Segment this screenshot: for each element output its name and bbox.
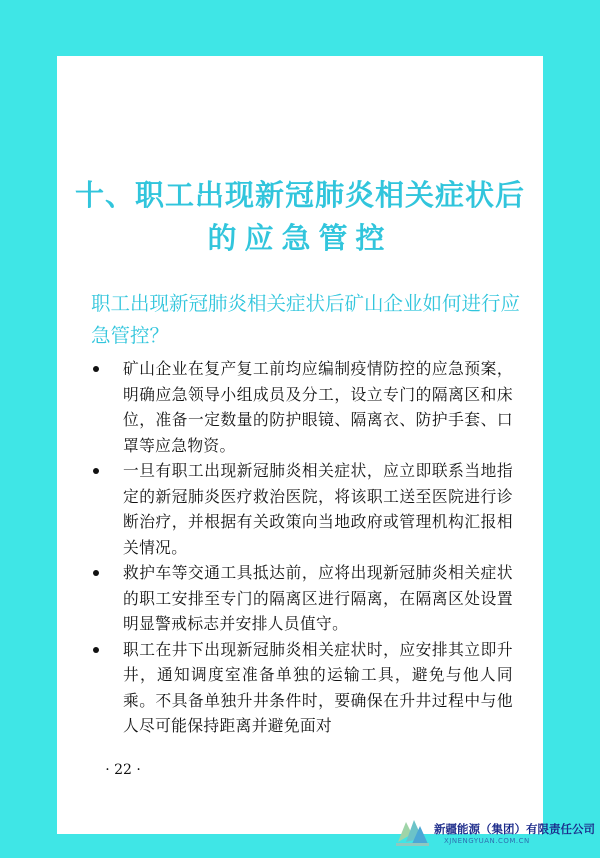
bullet-icon <box>93 366 99 372</box>
list-item <box>93 560 513 637</box>
company-name: 新疆能源（集团）有限责任公司 <box>434 822 595 836</box>
chapter-title <box>57 174 543 260</box>
list-item-text: 一旦有职工出现新冠肺炎相关症状，应立即联系当地指定的新冠肺炎医疗救治医院，将该职工送至医院进行诊断治疗，并根据有关政策向当地政府或管理机构汇报相关情况。 <box>123 461 513 557</box>
company-logo-icon <box>392 812 432 852</box>
bullet-list <box>93 356 513 739</box>
list-item <box>93 637 513 739</box>
bullet-icon <box>93 647 99 653</box>
page-number: · 22 · <box>105 762 141 778</box>
bullet-icon <box>93 468 99 474</box>
chapter-title-line-1: 十、职工出现新冠肺炎相关症状后 <box>74 178 525 212</box>
company-watermark <box>392 812 597 852</box>
list-item-text: 救护车等交通工具抵达前，应将出现新冠肺炎相关症状的职工安排至专门的隔离区进行隔离，在隔离区处设置明显警戒标志并安排人员值守。 <box>123 563 513 633</box>
list-item-text: 职工在井下出现新冠肺炎相关症状时，应安排其立即升井，通知调度室准备单独的运输工具，避免与他人同乘。不具备单独升井条件时，要确保在升井过程中与他人尽可能保持距离并避免面对 <box>123 639 513 735</box>
company-url: XJNENGYUAN.COM.CN <box>444 837 530 845</box>
question-heading: 职工出现新冠肺炎相关症状后矿山企业如何进行应急管控？ <box>91 292 521 347</box>
document-page <box>57 56 543 834</box>
chapter-title-line-2: 的应急管控 <box>207 221 393 255</box>
list-item <box>93 458 513 560</box>
bullet-icon <box>93 570 99 576</box>
list-item <box>93 356 513 458</box>
list-item-text: 矿山企业在复产复工前均应编制疫情防控的应急预案，明确应急领导小组成员及分工，设立专门的隔离区和床位，准备一定数量的防护眼镜、隔离衣、防护手套、口罩等应急物资。 <box>123 359 513 455</box>
